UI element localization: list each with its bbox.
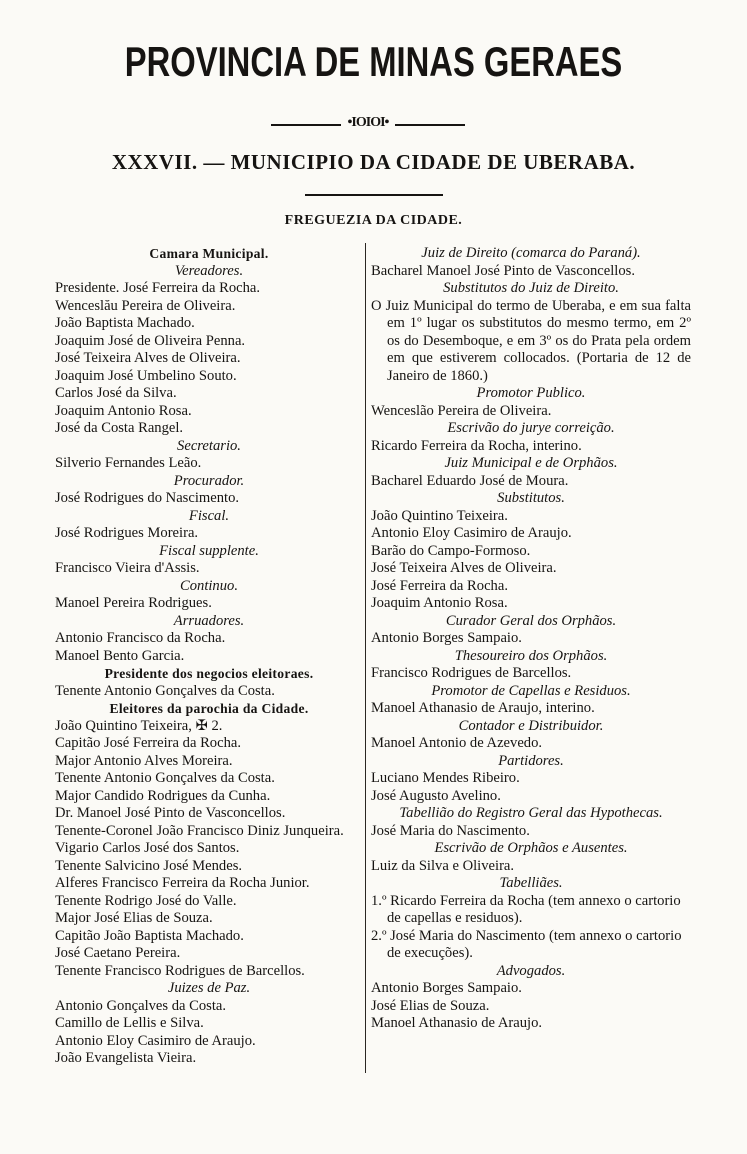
entry-line: Tenente Rodrigo José do Valle. bbox=[55, 892, 237, 909]
office-heading: Promotor Publico. bbox=[476, 385, 586, 401]
entry-line: Major Antonio Alves Moreira. bbox=[55, 752, 233, 769]
office-heading: Escrivão de Orphãos e Ausentes. bbox=[434, 840, 628, 856]
entry-line: Dr. Manoel José Pinto de Vasconcellos. bbox=[55, 805, 286, 821]
office-heading: Procurador. bbox=[173, 472, 245, 489]
page-title: PROVINCIA DE MINAS GERAES bbox=[124, 38, 623, 85]
entry-line: Vigario Carlos José dos Santos. bbox=[55, 840, 240, 856]
entry-line: José da Costa Rangel. bbox=[55, 420, 184, 436]
office-heading: Juiz Municipal e de Orphãos. bbox=[444, 455, 618, 471]
office-heading: Tabellião do Registro Geral das Hypothecas. bbox=[399, 805, 663, 821]
entry-line: Joaquim José de Oliveira Penna. bbox=[55, 332, 246, 349]
entry-line: Luiz da Silva e Oliveira. bbox=[371, 857, 515, 874]
entry-line: José Maria do Nascimento. bbox=[371, 822, 530, 839]
office-heading: Partidores. bbox=[498, 752, 564, 769]
entry-line: José Teixeira Alves de Oliveira. bbox=[55, 350, 241, 366]
entry-line: Barão do Campo-Formoso. bbox=[371, 542, 531, 559]
entry-line: Manoel Athanasio de Araujo. bbox=[371, 1015, 543, 1031]
entry-line: Carlos José da Silva. bbox=[55, 385, 177, 401]
paragraph: O Juiz Municipal do termo de Uberaba, e em sua falta em 1º lugar os substitutos do mesmo termo, em 2º os do Desemboque, e em 3º os do Prata pela ordem em que estiverem collocados. (Portaria de 12 de Janeiro de 1860.) bbox=[371, 297, 691, 384]
entry-line: Manoel Bento Garcia. bbox=[55, 647, 185, 664]
office-heading: Fiscal supplente. bbox=[159, 542, 259, 559]
entry-line: Antonio Eloy Casimiro de Araujo. bbox=[371, 525, 572, 541]
entry-line: José Teixeira Alves de Oliveira. bbox=[371, 560, 557, 576]
entry-line: Alferes Francisco Ferreira da Rocha Junior. bbox=[55, 875, 310, 891]
entry-line: Manoel Antonio de Azevedo. bbox=[371, 735, 543, 751]
entry-line: José Rodrigues Moreira. bbox=[55, 525, 199, 541]
section-subheading: Presidente dos negocios eleitoraes. bbox=[104, 666, 314, 681]
ornament-line-left bbox=[271, 124, 341, 126]
entry-line: Tenente Salvicino José Mendes. bbox=[55, 857, 243, 874]
entry-line: Manoel Athanasio de Araujo, interino. bbox=[371, 700, 595, 716]
section-subheading: Camara Municipal. bbox=[149, 246, 269, 261]
entry-line: Joaquim José Umbelino Souto. bbox=[55, 367, 237, 384]
office-heading: Advogados. bbox=[496, 962, 566, 979]
entry-line: Capitão José Ferreira da Rocha. bbox=[55, 735, 242, 751]
column-divider bbox=[365, 243, 366, 1073]
entry-line: Joaquim Antonio Rosa. bbox=[371, 595, 508, 611]
office-heading: Juizes de Paz. bbox=[167, 980, 251, 996]
section-rule bbox=[305, 194, 443, 196]
entry-line: Tenente-Coronel João Francisco Diniz Junqueira. bbox=[55, 822, 344, 839]
entry-line: Wenceslão Pereira de Oliveira. bbox=[371, 402, 552, 419]
office-heading: Substitutos do Juiz de Direito. bbox=[443, 280, 619, 296]
entry-line: Bacharel Manoel José Pinto de Vasconcellos. bbox=[371, 262, 635, 279]
entry-line: Tenente Francisco Rodrigues de Barcellos. bbox=[55, 962, 305, 979]
entry-line: Bacharel Eduardo José de Moura. bbox=[371, 472, 569, 489]
ornament-divider bbox=[271, 115, 465, 132]
office-heading: Vereadores. bbox=[174, 262, 244, 279]
entry-line: Antonio Gonçalves da Costa. bbox=[55, 997, 227, 1014]
right-column bbox=[371, 245, 691, 1033]
office-heading: Juiz de Direito (comarca do Paraná). bbox=[421, 245, 641, 261]
entry-line: Antonio Francisco da Rocha. bbox=[55, 630, 226, 646]
entry-line: Capitão João Baptista Machado. bbox=[55, 927, 244, 944]
parish-heading: FREGUEZIA DA CIDADE. bbox=[284, 213, 463, 228]
office-heading: Continuo. bbox=[180, 577, 238, 594]
left-column bbox=[55, 245, 363, 1068]
entry-line: Tenente Antonio Gonçalves da Costa. bbox=[55, 770, 275, 786]
office-heading: Tabelliães. bbox=[499, 875, 563, 891]
entry-line: Tenente Antonio Gonçalves da Costa. bbox=[55, 682, 275, 699]
entry-line: Ricardo Ferreira da Rocha, interino. bbox=[371, 437, 582, 454]
entry-line: 1.º Ricardo Ferreira da Rocha (tem annexo o cartorio de capellas e residuos). bbox=[371, 892, 681, 926]
entry-line: José Ferreira da Rocha. bbox=[371, 577, 508, 594]
entry-line: 2.º José Maria do Nascimento (tem annexo o cartorio de execuções). bbox=[371, 927, 682, 961]
ornament-glyph: •IOIOI• bbox=[347, 115, 389, 130]
entry-line: José Elias de Souza. bbox=[371, 997, 490, 1014]
office-heading: Fiscal. bbox=[188, 507, 230, 524]
section-subheading: Eleitores da parochia da Cidade. bbox=[109, 701, 309, 716]
office-heading: Promotor de Capellas e Residuos. bbox=[431, 682, 631, 699]
entry-line: Major José Elias de Souza. bbox=[55, 910, 213, 926]
entry-line: José Caetano Pereira. bbox=[55, 945, 181, 961]
entry-line: João Evangelista Vieira. bbox=[55, 1050, 197, 1066]
entry-line: Antonio Eloy Casimiro de Araujo. bbox=[55, 1032, 256, 1049]
entry-line: Manoel Pereira Rodrigues. bbox=[55, 595, 212, 611]
ornament-line-right bbox=[395, 124, 465, 126]
entry-line: Antonio Borges Sampaio. bbox=[371, 630, 522, 646]
entry-line: Antonio Borges Sampaio. bbox=[371, 980, 522, 996]
office-heading: Secretario. bbox=[177, 437, 241, 454]
entry-line: José Rodrigues do Nascimento. bbox=[55, 490, 240, 506]
office-heading: Contador e Distribuidor. bbox=[458, 717, 604, 734]
entry-line: Major Candido Rodrigues da Cunha. bbox=[55, 787, 271, 804]
entry-line: João Quintino Teixeira, ✠ 2. bbox=[55, 717, 223, 734]
office-heading: Thesoureiro dos Orphãos. bbox=[454, 647, 608, 664]
entry-line: Francisco Vieira d'Assis. bbox=[55, 560, 200, 576]
entry-line: Silverio Fernandes Leão. bbox=[55, 455, 202, 471]
office-heading: Substitutos. bbox=[497, 490, 565, 506]
office-heading: Escrivão do jurye correição. bbox=[447, 420, 615, 436]
office-heading: Curador Geral dos Orphãos. bbox=[445, 612, 617, 629]
entry-line: Joaquim Antonio Rosa. bbox=[55, 402, 192, 419]
entry-line: Francisco Rodrigues de Barcellos. bbox=[371, 665, 572, 681]
entry-line: João Quintino Teixeira. bbox=[371, 507, 508, 524]
entry-line: José Augusto Avelino. bbox=[371, 787, 501, 804]
entry-line: Luciano Mendes Ribeiro. bbox=[371, 770, 520, 786]
entry-line: Camillo de Lellis e Silva. bbox=[55, 1015, 204, 1031]
office-heading: Arruadores. bbox=[173, 612, 245, 629]
entry-line: Wenceslău Pereira de Oliveira. bbox=[55, 297, 236, 314]
section-heading: XXXVII. — MUNICIPIO DA CIDADE DE UBERABA. bbox=[111, 150, 636, 174]
entry-line: João Baptista Machado. bbox=[55, 315, 195, 331]
entry-line: Presidente. José Ferreira da Rocha. bbox=[55, 280, 261, 296]
